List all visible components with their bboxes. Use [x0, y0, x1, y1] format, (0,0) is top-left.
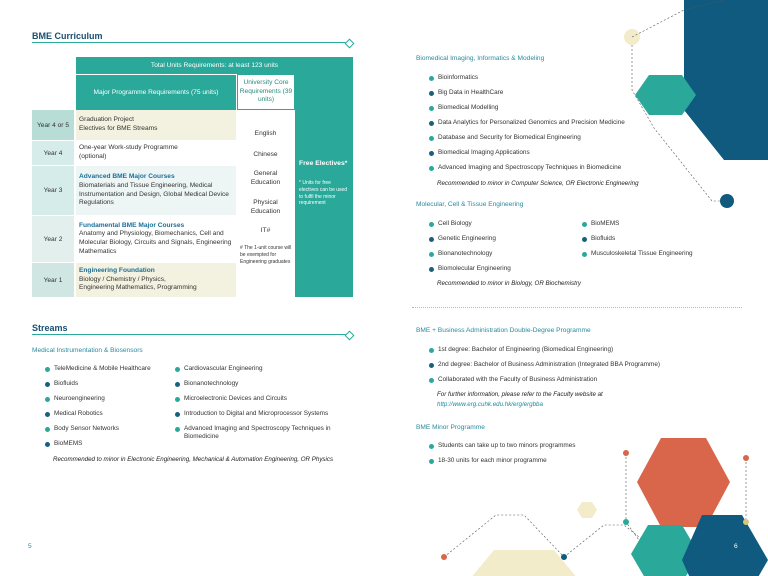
year-row [76, 263, 236, 297]
list-item: Introduction to Digital and Microprocessor Systems [175, 410, 365, 418]
year-row-title: Advanced BME Major Courses [79, 173, 175, 181]
list-item: Biomedical Modelling [429, 104, 498, 112]
year-label: Year 4 or 5 [32, 110, 74, 140]
list-item: Bioinformatics [429, 74, 478, 82]
core-item: General Education [250, 170, 281, 186]
list-item: TeleMedicine & Mobile Healthcare [45, 365, 151, 373]
list-item: Collaborated with the Faculty of Business Administration [429, 376, 597, 384]
curriculum-rule [32, 42, 350, 43]
list-item: Advanced Imaging and Spectroscopy Techniques in Biomedicine [429, 164, 621, 172]
recommendation-note: Recommended to minor in Biology, OR Biochemistry [437, 280, 581, 287]
year-row [76, 166, 236, 215]
year-row-body: Biology / Chemistry / Physics, Engineering Mathematics, Programming [79, 275, 197, 292]
list-item: Biomolecular Engineering [429, 265, 511, 273]
stream-title: Biomedical Imaging, Informatics & Modeling [416, 55, 545, 62]
list-item: Musculoskeletal Tissue Engineering [582, 250, 693, 258]
core-item: English [254, 130, 277, 137]
year-label: Year 3 [32, 166, 74, 215]
core-item: Chinese [253, 151, 278, 158]
streams-title: Streams [32, 323, 68, 333]
stream-title: Medical Instrumentation & Biosensors [32, 347, 143, 354]
core-requirements-column [236, 110, 295, 297]
streams-rule [32, 334, 350, 335]
list-item: Genetic Engineering [429, 235, 496, 243]
year-row-title: Engineering Foundation [79, 267, 155, 275]
list-item: Cardiovascular Engineering [175, 365, 365, 373]
list-item: 2nd degree: Bachelor of Business Administration (Integrated BBA Programme) [429, 361, 660, 369]
year-row-body: Anatomy and Physiology, Biomechanics, Cell and Molecular Biology, Circuits and Signals, Engineering Mathematics [79, 230, 232, 255]
core-item: IT# [260, 227, 271, 234]
free-electives-column [295, 74, 353, 297]
list-item: Biofluids [45, 380, 78, 388]
section-title: BME Minor Programme [416, 424, 485, 431]
list-item: 18-30 units for each minor programme [429, 457, 547, 465]
list-item: Microelectronic Devices and Circuits [175, 395, 365, 403]
section-title: BME + Business Administration Double-Degree Programme [416, 327, 591, 334]
list-item: Students can take up to two minors programmes [429, 442, 575, 450]
curriculum-table [32, 57, 353, 297]
faculty-website-link[interactable]: http://www.erg.cuhk.edu.hk/erg/ergbba [437, 401, 543, 408]
list-item: Database and Security for Biomedical Engineering [429, 134, 581, 142]
free-electives-note: * Units for free electives can be used to fulfil the minor requirement [299, 180, 348, 207]
year-label: Year 2 [32, 216, 74, 262]
list-item: BioMEMS [582, 220, 619, 228]
core-item: Physical Education [250, 199, 281, 215]
stream-title: Molecular, Cell & Tissue Engineering [416, 201, 524, 208]
curriculum-title: BME Curriculum [32, 31, 103, 41]
list-item: Bionanotechnology [175, 380, 365, 388]
year-row-body: Graduation Project Electives for BME Streams [76, 110, 236, 140]
list-item: Medical Robotics [45, 410, 103, 418]
year-row [76, 216, 236, 262]
list-item: Bionanotechnology [429, 250, 492, 258]
free-electives-title: Free Electives* [299, 160, 348, 167]
info-note: For further information, please refer to the Faculty website at [437, 391, 603, 398]
right-page [384, 0, 768, 576]
list-item: Biomedical Imaging Applications [429, 149, 530, 157]
total-units-header: Total Units Requirements: at least 123 units [76, 57, 353, 74]
recommendation-note: Recommended to minor in Electronic Engineering, Mechanical & Automation Engineering, OR Physics [53, 456, 334, 463]
year-row-body: Biomaterials and Tissue Engineering, Medical Instrumentation and Design, Global Medical Device Regulations [79, 181, 229, 207]
major-requirements-header: Major Programme Requirements (75 units) [76, 74, 236, 110]
page-number: 6 [734, 543, 738, 550]
year-row-body: One-year Work-study Programme (optional) [76, 141, 236, 165]
section-divider [412, 307, 742, 308]
core-note: # The 1-unit course will be exempted for Engineering graduates [240, 245, 292, 265]
list-item: Biofluids [582, 235, 615, 243]
list-item: Neuroengineering [45, 395, 105, 403]
recommendation-note: Recommended to minor in Computer Science, OR Electronic Engineering [437, 180, 639, 187]
list-item: 1st degree: Bachelor of Engineering (Biomedical Engineering) [429, 346, 613, 354]
list-item: BioMEMS [45, 440, 82, 448]
list-item: Body Sensor Networks [45, 425, 119, 433]
year-label: Year 1 [32, 263, 74, 297]
year-label: Year 4 [32, 141, 74, 165]
list-item: Data Analytics for Personalized Genomics and Precision Medicine [429, 119, 625, 127]
core-requirements-header: University Core Requirements (39 units) [237, 74, 295, 110]
list-item: Big Data in HealthCare [429, 89, 503, 97]
list-item: Cell Biology [429, 220, 472, 228]
list-item: Advanced Imaging and Spectroscopy Techniques in Biomedicine [175, 425, 355, 442]
year-row-title: Fundamental BME Major Courses [79, 221, 185, 229]
page-number: 5 [28, 543, 32, 550]
